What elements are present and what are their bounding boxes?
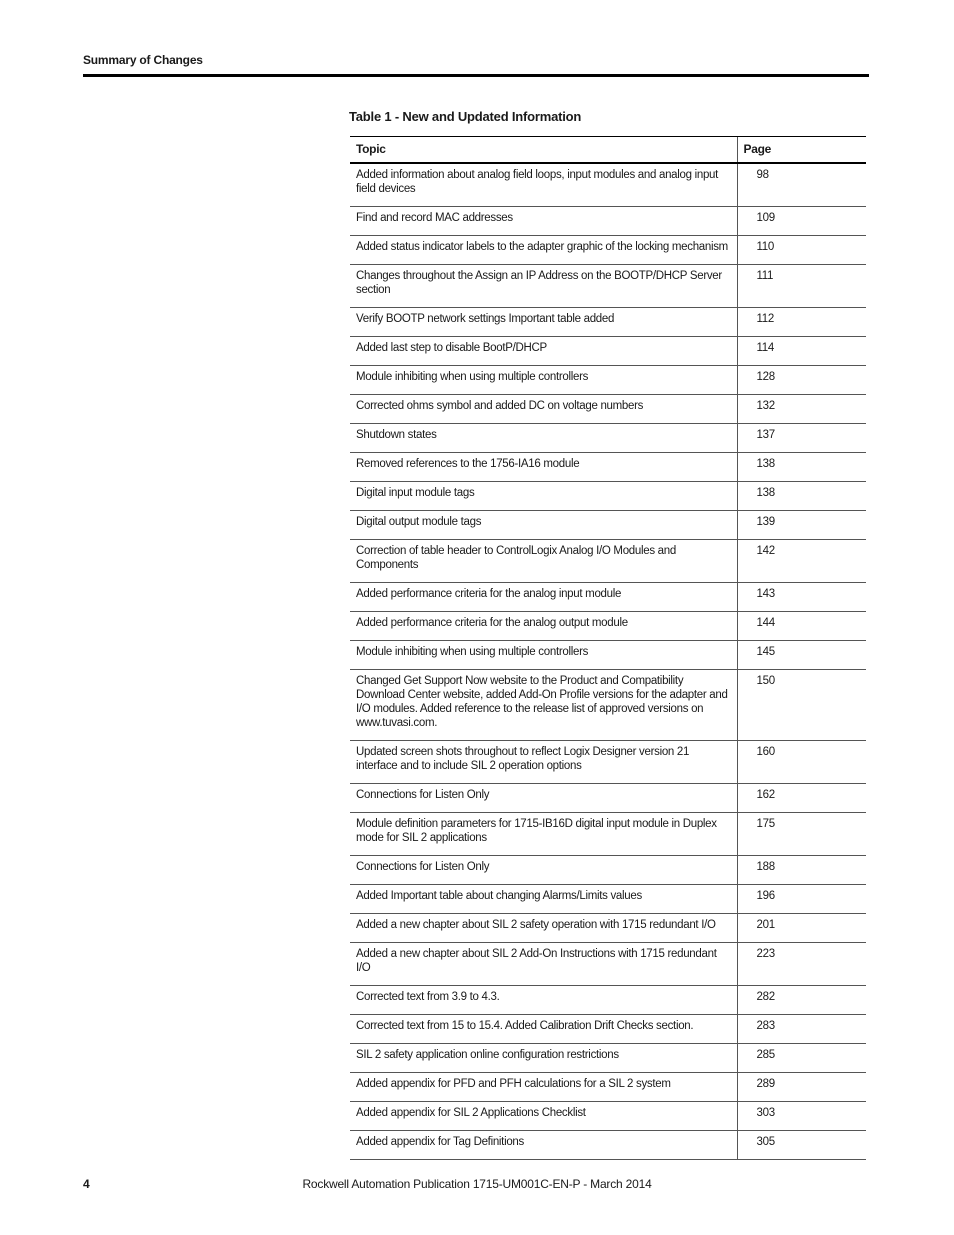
page-cell: 145 [737, 641, 866, 670]
page-cell: 132 [737, 395, 866, 424]
changes-table [350, 136, 866, 1160]
table-row [350, 1015, 866, 1044]
topic-cell: Corrected ohms symbol and added DC on voltage numbers [350, 395, 737, 424]
topic-cell: Removed references to the 1756-IA16 module [350, 453, 737, 482]
topic-cell: Module definition parameters for 1715-IB16D digital input module in Duplex mode for SIL 2 applications [350, 813, 737, 856]
table-row [350, 1102, 866, 1131]
table-row [350, 784, 866, 813]
table-row [350, 236, 866, 265]
table-caption: Table 1 - New and Updated Information [349, 109, 582, 124]
table-row [350, 308, 866, 337]
table-row [350, 540, 866, 583]
page-cell: 137 [737, 424, 866, 453]
topic-cell: Connections for Listen Only [350, 856, 737, 885]
table-row [350, 1131, 866, 1160]
table-row [350, 511, 866, 540]
topic-cell: Correction of table header to ControlLogix Analog I/O Modules and Components [350, 540, 737, 583]
table-row [350, 670, 866, 741]
topic-cell: Find and record MAC addresses [350, 207, 737, 236]
topic-cell: Digital output module tags [350, 511, 737, 540]
topic-cell: Added status indicator labels to the adapter graphic of the locking mechanism [350, 236, 737, 265]
topic-cell: Added performance criteria for the analog output module [350, 612, 737, 641]
page-cell: 109 [737, 207, 866, 236]
table-row [350, 612, 866, 641]
page-cell: 110 [737, 236, 866, 265]
topic-cell: Module inhibiting when using multiple controllers [350, 366, 737, 395]
table-row [350, 741, 866, 784]
page-cell: 150 [737, 670, 866, 741]
page-cell: 142 [737, 540, 866, 583]
topic-cell: Connections for Listen Only [350, 784, 737, 813]
topic-cell: Verify BOOTP network settings Important table added [350, 308, 737, 337]
page-cell: 188 [737, 856, 866, 885]
topic-cell: Added Important table about changing Alarms/Limits values [350, 885, 737, 914]
page-cell: 111 [737, 265, 866, 308]
table-row [350, 856, 866, 885]
topic-cell: Changed Get Support Now website to the Product and Compatibility Download Center website, added Add-On Profile versions for the adapter and I/O modules. Added reference to the release list of approved versions on www.tuvasi.com. [350, 670, 737, 741]
topic-cell: Corrected text from 15 to 15.4. Added Calibration Drift Checks section. [350, 1015, 737, 1044]
page-cell: 303 [737, 1102, 866, 1131]
topic-cell: Added last step to disable BootP/DHCP [350, 337, 737, 366]
table-row [350, 914, 866, 943]
page-cell: 196 [737, 885, 866, 914]
topic-cell: Added a new chapter about SIL 2 safety operation with 1715 redundant I/O [350, 914, 737, 943]
table-row [350, 424, 866, 453]
table-row [350, 163, 866, 207]
topic-cell: Added appendix for Tag Definitions [350, 1131, 737, 1160]
page-cell: 285 [737, 1044, 866, 1073]
table-row [350, 207, 866, 236]
page-cell: 112 [737, 308, 866, 337]
page-cell: 138 [737, 453, 866, 482]
section-title: Summary of Changes [83, 53, 203, 67]
topic-cell: Shutdown states [350, 424, 737, 453]
table-row [350, 943, 866, 986]
page-number: 4 [83, 1177, 90, 1191]
page-cell: 283 [737, 1015, 866, 1044]
table-row [350, 453, 866, 482]
column-header-topic: Topic [350, 137, 737, 164]
table-row [350, 885, 866, 914]
page-cell: 139 [737, 511, 866, 540]
page-cell: 144 [737, 612, 866, 641]
page-cell: 138 [737, 482, 866, 511]
topic-cell: Module inhibiting when using multiple controllers [350, 641, 737, 670]
topic-cell: Updated screen shots throughout to reflect Logix Designer version 21 interface and to include SIL 2 operation options [350, 741, 737, 784]
table-row [350, 482, 866, 511]
header-rule [83, 74, 869, 77]
table-header-row [350, 137, 866, 164]
page-cell: 223 [737, 943, 866, 986]
topic-cell: Added appendix for SIL 2 Applications Checklist [350, 1102, 737, 1131]
page-cell: 175 [737, 813, 866, 856]
topic-cell: Added information about analog field loops, input modules and analog input field devices [350, 163, 737, 207]
table-row [350, 337, 866, 366]
topic-cell: Digital input module tags [350, 482, 737, 511]
topic-cell: Corrected text from 3.9 to 4.3. [350, 986, 737, 1015]
table-row [350, 641, 866, 670]
table-row [350, 366, 866, 395]
publication-info: Rockwell Automation Publication 1715-UM001C-EN-P - March 2014 [302, 1177, 652, 1191]
page-cell: 160 [737, 741, 866, 784]
page-cell: 289 [737, 1073, 866, 1102]
page-cell: 128 [737, 366, 866, 395]
topic-cell: Added performance criteria for the analog input module [350, 583, 737, 612]
topic-cell: SIL 2 safety application online configuration restrictions [350, 1044, 737, 1073]
page-cell: 305 [737, 1131, 866, 1160]
page-cell: 201 [737, 914, 866, 943]
table-row [350, 265, 866, 308]
table-row [350, 1044, 866, 1073]
topic-cell: Added appendix for PFD and PFH calculations for a SIL 2 system [350, 1073, 737, 1102]
topic-cell: Added a new chapter about SIL 2 Add-On Instructions with 1715 redundant I/O [350, 943, 737, 986]
table-row [350, 583, 866, 612]
topic-cell: Changes throughout the Assign an IP Address on the BOOTP/DHCP Server section [350, 265, 737, 308]
column-header-page: Page [737, 137, 866, 164]
page-cell: 143 [737, 583, 866, 612]
table-row [350, 813, 866, 856]
page-cell: 162 [737, 784, 866, 813]
page-cell: 282 [737, 986, 866, 1015]
table-row [350, 395, 866, 424]
table-row [350, 1073, 866, 1102]
page-cell: 114 [737, 337, 866, 366]
page-cell: 98 [737, 163, 866, 207]
table-row [350, 986, 866, 1015]
